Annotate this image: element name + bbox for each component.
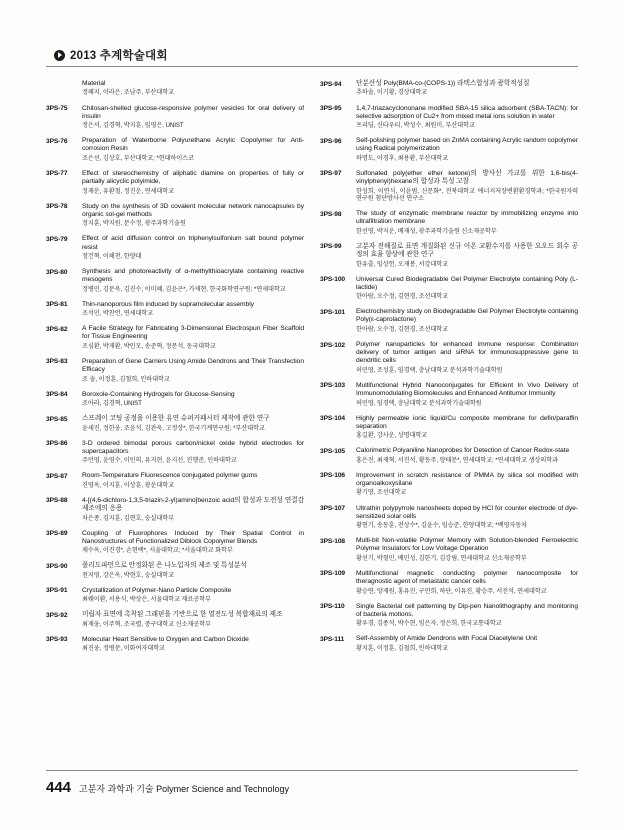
abstract-authors: 정지훈, 박지원, 문수정, 광주과학기술원: [82, 220, 186, 228]
abstract-authors: 채수옥, 이진경*, 손현택*, 서울대학교; *서울대학교 화학부: [82, 547, 233, 555]
abstract-title: 폴리도파민으로 안정화된 은 나노입자의 제조 및 특성분석: [82, 562, 247, 570]
abstract-entry: [320, 505, 578, 530]
abstract-code: 3PS-100: [320, 276, 345, 284]
abstract-code: 3PS-101: [320, 308, 345, 316]
abstract-entry: [46, 587, 304, 604]
abstract-authors: 천지영, 강은옥, 박현호, 숭실대학교: [82, 571, 174, 579]
abstract-body: [80, 80, 304, 97]
abstract-authors: 정혜지, 이라은, 조남주, 부산대학교: [82, 89, 174, 97]
abstract-title: Crystallization of Polymer-Nano Particle Composite: [82, 586, 232, 594]
abstract-title: 스프레이 코팅 공정을 이용한 유연 슈퍼커패시터 제작에 관한 연구: [82, 415, 270, 423]
abstract-body: [80, 203, 304, 228]
abstract-body: [354, 472, 578, 497]
abstract-authors: 허민영, 조성훈, 임경택, 충남대학교 분석과학기술대학원: [356, 366, 503, 374]
abstract-body: [80, 587, 304, 604]
abstract-code: 3PS-89: [46, 530, 68, 538]
abstract-code: 3PS-87: [46, 472, 68, 480]
abstract-title: 3-D ordered bimodal porous carbon/nickel oxide hybrid electrodes for supercapacitors: [82, 439, 304, 455]
abstract-entry: [320, 341, 578, 374]
abstract-entry: [46, 80, 304, 97]
page-footer: [46, 779, 289, 796]
abstract-entry: [46, 415, 304, 432]
abstract-title: A Facile Strategy for Fabricating 3-Dimensional Electrospun Fiber Scaffold for Tissue Engineering: [82, 325, 304, 341]
abstract-title: Universal Cured Biodegradable Gel Polymer Electrolyte containing Poly (L-lactide): [356, 275, 578, 291]
abstract-title: Room-Temperature Fluorescence conjugated polymer gums: [82, 472, 258, 480]
abstract-title: Effect of stereochemistry of aliphatic diamine on properties of fully or partially alicyclic polyimide,: [82, 169, 304, 186]
abstract-title: Sulfonated poly(ether ether ketone)의 방사선 가교를 위한 1,6-bis(4-vinylphenyl)hexane의 합성과 특성 고찰: [356, 169, 578, 186]
abstract-body: [80, 235, 304, 260]
abstract-code: 3PS-82: [46, 325, 68, 333]
abstract-authors: 하명도, 이경후, 최용환, 부산대학교: [356, 154, 448, 162]
abstract-body: [354, 382, 578, 407]
abstract-body: [354, 537, 578, 562]
abstract-authors: 한선영, 박지운, 배재성, 광주과학기술원 신소재공학부: [356, 227, 497, 235]
abstract-body: [354, 80, 578, 97]
abstract-title: Electrochemistry study on Biodegradable Gel Polymer Electrolyte containing Poly(ε-caprolactone): [356, 308, 578, 324]
abstract-code: 3PS-105: [320, 447, 345, 455]
abstract-code: 3PS-95: [320, 105, 342, 113]
abstract-title: Boroxole-Containing Hydrogels for Glucose-Sensing: [82, 390, 235, 398]
abstract-body: [80, 301, 304, 318]
abstract-code: 3PS-97: [320, 170, 342, 178]
abstract-title: Highly permeable ionic liquid/Cu composite membrane for defin/paraffin separation: [356, 414, 578, 430]
abstract-title: Single Bacterial cell patterning by Dip-pen Nanolithography and monitoring of bacteria motions,: [356, 602, 578, 618]
abstract-authors: 황현기, 송동훈, 전상수*, 김윤수, 임승준, 한양대학교; *백영자동차: [356, 522, 527, 530]
abstract-entry: [320, 415, 578, 440]
abstract-body: [354, 341, 578, 374]
abstract-code: 3PS-111: [320, 635, 345, 643]
abstract-authors: 프리딤, 신타우티, 박성수, 최원미, 부산대학교: [356, 122, 475, 130]
abstract-entry: [320, 537, 578, 562]
abstract-body: [80, 358, 304, 383]
abstract-code: 3PS-106: [320, 472, 345, 480]
abstract-authors: 정은서, 김경혁, 박지훈, 임영은, UNIST: [82, 122, 184, 130]
abstract-authors: 조심환, 박재환, 박민모, 송준혁, 정문석, 동국대학교: [82, 342, 216, 350]
abstract-authors: 정재운, 유환철, 정진운, 연세대학교: [82, 187, 174, 195]
page-number: 444: [46, 779, 72, 796]
abstract-title: Polymer nanoparticles for enhanced immune response: Combination delivery of tumor antigen and siRNA for immunosuppressive gene to dendritic cells: [356, 341, 578, 365]
abstract-entry: [46, 497, 304, 522]
play-circle-icon: [54, 50, 65, 61]
abstract-title: Ultrathin polypyrrole nanosheets doped by HCl for counter electrode of dye-sensitized solar cells: [356, 504, 578, 520]
abstract-entry: [320, 603, 578, 628]
abstract-code: 3PS-94: [320, 80, 342, 88]
abstract-code: 3PS-109: [320, 570, 345, 578]
abstract-body: [354, 243, 578, 268]
abstract-entry: [320, 243, 578, 268]
abstract-title: 미립자 표면에 촉착된 그래핀을 기반으로 한 열전도성 복합재료의 제조: [82, 611, 283, 619]
abstract-authors: 한성희, 이연식, 이윤범, 신문화*, 전북대학교 에너지저장변환환경학과; *한국원자력연구원 첨단방사선 연구소: [356, 187, 578, 203]
abstract-body: [80, 611, 304, 628]
abstract-body: [354, 170, 578, 203]
abstract-body: [80, 170, 304, 195]
abstract-code: 3PS-84: [46, 391, 68, 399]
abstract-authors: 한아람, 오수정, 김현경, 조선대학교: [356, 325, 448, 333]
abstract-title: Synthesis and photoreactivity of α-methylthioacrylate containing reactive mesogens: [82, 268, 304, 284]
abstract-code: 3PS-98: [320, 210, 342, 218]
abstract-title: Chitosan-shelled glucose-responsive polymer vesicles for oral delivery of insulin: [82, 104, 304, 120]
abstract-code: 3PS-92: [46, 611, 68, 619]
abstract-title: Study on the synthesis of 3D covalent molecular network nanocapsules by organic sol-gel methods: [82, 202, 304, 218]
abstract-code: 3PS-86: [46, 440, 68, 448]
abstract-title: 고분자 전해질로 표면 개질화된 신규 이온 교환수지를 사용한 요오드 회수 공정의 효율 향상에 관한 연구: [356, 242, 578, 259]
abstract-authors: 조아라, 김경혁, UNIST: [82, 400, 142, 408]
abstract-entry: [320, 210, 578, 235]
abstract-authors: 조석민, 박찬언, 연세대학교: [82, 310, 154, 318]
abstract-title: The study of enzymatic membrane reactor by immobilizing enzyme into ultrafiltration membrane: [356, 210, 578, 226]
abstract-body: [80, 562, 304, 579]
abstract-entry: [46, 636, 304, 653]
abstract-body: [80, 325, 304, 350]
abstract-body: [80, 472, 304, 489]
abstract-entry: [320, 170, 578, 203]
abstract-title: Coupling of Fluorophores Induced by Their Spatial Control in Nanostructures of Functionalized Diblock Copolymer Blends: [82, 529, 304, 545]
abstract-body: [80, 268, 304, 293]
footer-divider: [46, 770, 578, 771]
abstract-entry: [320, 570, 578, 595]
abstract-title: Material: [82, 80, 106, 87]
abstract-title: Preparation of Gene Carriers Using Amide Dendrons and Their Transfection Efficacy: [82, 357, 304, 374]
abstract-authors: 조은선, 김상호, 부산대학교; *현대하이스코: [82, 154, 194, 162]
abstract-title: 1,4,7-triazacyclononane modified SBA-15 silica adsorbent (SBA-TACN): for selective adsorption of Cu2+ from mixed metal ions solution in water: [356, 104, 578, 120]
abstract-body: [354, 635, 578, 652]
abstract-authors: 최재웅, 이주혁, 조국렬, 중구대학교 신소재공학부: [82, 620, 211, 628]
abstract-code: 3PS-108: [320, 537, 345, 545]
abstract-code: 3PS-96: [320, 137, 342, 145]
abstract-code: 3PS-83: [46, 358, 68, 366]
abstract-authors: 황승연, 양재원, 홍유진, 구민희, 하단, 이유진, 황승주, 서진석, 연세대학교: [356, 587, 547, 595]
abstract-entry: [320, 472, 578, 497]
abstract-body: [80, 497, 304, 522]
abstract-title: 4-[(4,6-dichloro-1,3,5-triazin-2-yl)amino]benzoic acid의 합성과 도전성 연결감 제조에의 응용: [82, 496, 304, 513]
abstract-code: 3PS-78: [46, 203, 68, 211]
abstract-code: 3PS-80: [46, 268, 68, 276]
abstract-authors: 황선기, 박철민, 배민성, 김한기, 김강림, 연세대학교 신소재공학부: [356, 554, 527, 562]
abstract-code: 3PS-107: [320, 505, 345, 513]
abstract-authors: 차은종, 김지훈, 김현호, 숭실대학부: [82, 514, 174, 522]
abstract-title: Thin-nanoporous film induced by supramolecular assembly: [82, 300, 254, 308]
abstract-code: 3PS-81: [46, 301, 68, 309]
abstract-code: 3PS-93: [46, 636, 68, 644]
abstract-entry: [46, 391, 304, 408]
abstract-body: [354, 570, 578, 595]
abstract-entry: [320, 447, 578, 464]
abstract-code: 3PS-99: [320, 243, 342, 251]
abstract-entry: [46, 358, 304, 383]
abstract-authors: 추하솔, 이기황, 경상대학교: [356, 89, 428, 97]
abstract-code: 3PS-85: [46, 415, 68, 423]
abstract-authors: 홍은진, 최재혁, 서진석, 황동주, 양태문*, 연세대학교; *연세대학교 생상의학과: [356, 456, 558, 464]
header-divider: [46, 66, 578, 67]
abstract-entry: [46, 472, 304, 489]
abstract-body: [354, 603, 578, 628]
abstract-body: [80, 415, 304, 432]
abstract-authors: 정건혁, 이해천, 한양대: [82, 252, 142, 260]
abstract-title: Self-Assembly of Amide Dendrons with Focal Diacetylene Unit: [356, 635, 538, 643]
abstract-body: [354, 137, 578, 162]
page-header: [54, 47, 168, 63]
abstract-title: Molecular Heart Sensitive to Oxygen and Carbon Dioxide: [82, 635, 249, 643]
abstract-body: [354, 447, 578, 464]
abstract-authors: 주민영, 윤영수, 이민의, 유지현, 윤지선, 진행준, 인하대학교: [82, 457, 237, 465]
abstract-entry: [46, 611, 304, 628]
abstract-entry: [46, 235, 304, 260]
abstract-authors: 윤세진, 정한웅, 조윤석, 김관욱, 고정상*, 한국기계연구원; *부산대학교: [82, 424, 265, 432]
abstract-body: [80, 391, 304, 408]
abstract-body: [354, 210, 578, 235]
abstract-authors: 조 솔, 이정훈, 김철희, 인하대학교: [82, 375, 170, 383]
abstract-body: [354, 415, 578, 440]
abstract-body: [354, 308, 578, 333]
abstract-body: [354, 505, 578, 530]
abstract-entry: [46, 440, 304, 465]
abstract-code: 3PS-102: [320, 341, 345, 349]
abstract-title: Calorimetric Polyaniline Nanoprobes for Detection of Cancer Redox-state: [356, 447, 570, 455]
abstract-entry: [320, 276, 578, 301]
abstract-code: 3PS-110: [320, 603, 345, 611]
abstract-column-left: [46, 80, 304, 661]
abstract-title: Multifunctional Hybrid Nanoconjugates for Efficient In Vivo Delivery of Immunomodulating Biomolecules and Enhanced Antitumor Immunity: [356, 381, 578, 398]
abstract-entry: [320, 137, 578, 162]
abstract-body: [80, 137, 304, 162]
abstract-title: Preparation of Waterborne Polyurethane Acrylic Copolymer for Anti-corrosion Resin: [82, 137, 304, 153]
abstract-body: [80, 636, 304, 653]
abstract-entry: [46, 325, 304, 350]
abstract-authors: 최웨이환, 서용식, 박상은, 서울대학교 재료공학부: [82, 596, 211, 604]
abstract-title: Multifunctional magnetic conducting polymer nanocomposite for theragnostic agent of metastatic cancer cells: [356, 569, 578, 586]
abstract-authors: 홍길환, 강사운, 상명대학교: [356, 432, 428, 440]
abstract-authors: 한아람, 오수정, 김현경, 조선대학교: [356, 293, 448, 301]
abstract-authors: 최진웅, 정병문, 이화여자대학교: [82, 645, 165, 653]
abstract-title: 단분산성 Poly(BMA-co-(COPS-1)) 라텍스합성과 광학적성질: [356, 80, 530, 87]
abstract-entry: [46, 530, 304, 555]
abstract-code: 3PS-88: [46, 497, 68, 505]
abstract-title: Effect of acid diffusion control on triphenylsulfonium salt bound polymer resist: [82, 235, 304, 251]
abstract-entry: [46, 137, 304, 162]
abstract-column-right: [320, 80, 578, 660]
abstract-title: Improvement in scratch resistance of PMMA by silica sol modified with organoalkoxysilane: [356, 471, 578, 487]
abstract-code: 3PS-90: [46, 562, 68, 570]
abstract-body: [354, 276, 578, 301]
abstract-body: [80, 105, 304, 130]
abstract-authors: 한유출, 임상헌, 오재봉, 서강대학교: [356, 260, 448, 268]
abstract-entry: [320, 635, 578, 652]
abstract-entry: [46, 268, 304, 293]
abstract-entry: [46, 105, 304, 130]
abstract-entry: [320, 382, 578, 407]
abstract-body: [354, 105, 578, 130]
abstract-code: 3PS-79: [46, 235, 68, 243]
abstract-entry: [320, 105, 578, 130]
abstract-authors: 황기영, 조선대학교: [356, 489, 407, 497]
abstract-entry: [320, 308, 578, 333]
abstract-entry: [46, 170, 304, 195]
abstract-entry: [46, 301, 304, 318]
abstract-body: [80, 440, 304, 465]
abstract-title: Self-polishing polymer based on ZnMA containing Acrylic random copolymer using Radical polymerization: [356, 137, 578, 153]
abstract-authors: 정병민, 김문욱, 김진수, 이미혜, 김윤곤*, 가재현, 한국화학연구원; *연세대학교: [82, 285, 286, 293]
abstract-authors: 황지훈, 이정훈, 김철희, 인하대학교: [356, 644, 448, 652]
abstract-body: [80, 530, 304, 555]
abstract-code: 3PS-103: [320, 382, 345, 390]
abstract-authors: 허민영, 임경택, 충남대학교 분석과학기술대학원: [356, 399, 482, 407]
abstract-authors: 황우경, 김종석, 박수현, 임은자, 정은희, 한국교통대학교: [356, 620, 502, 628]
abstract-entry: [46, 203, 304, 228]
abstract-entry: [320, 80, 578, 97]
abstract-authors: 진영옥, 이지훈, 이상훈, 광운대학교: [82, 481, 174, 489]
abstract-code: 3PS-91: [46, 587, 68, 595]
abstract-code: 3PS-76: [46, 137, 68, 145]
footer-journal-title: 고분자 과학과 기술 Polymer Science and Technology: [79, 784, 289, 794]
abstract-code: 3PS-77: [46, 170, 68, 178]
abstract-title: Multi-bit Non-volatile Polymer Memory with Solution-blended Ferroelectric Polymer Insulators for Low Voltage Operation: [356, 537, 578, 553]
abstract-entry: [46, 562, 304, 579]
abstract-code: 3PS-75: [46, 105, 68, 113]
header-title: 2013 추계학술대회: [70, 50, 168, 62]
abstract-code: 3PS-104: [320, 415, 345, 423]
